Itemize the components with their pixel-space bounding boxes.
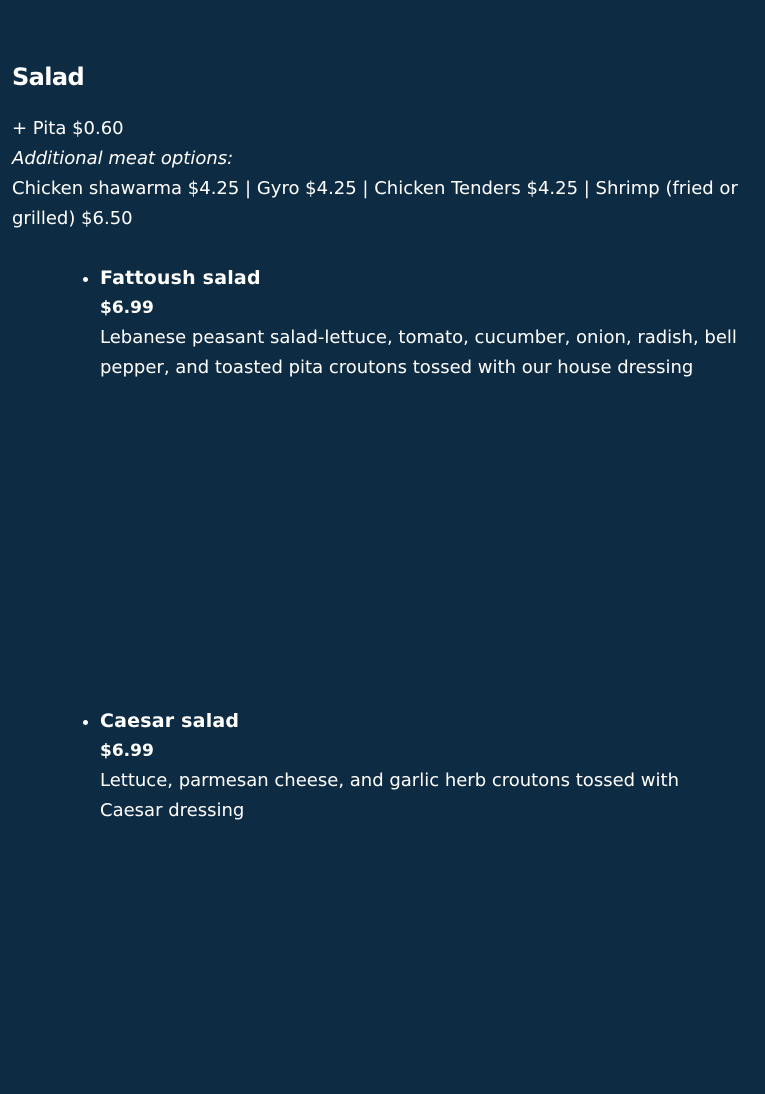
meat-options-list: Chicken shawarma $4.25 | Gyro $4.25 | Chicken Tenders $4.25 | Shrimp (fried or grilled) $6.50 — [12, 178, 738, 229]
section-title: Salad — [12, 63, 85, 91]
pita-addon: + Pita $0.60 — [12, 118, 124, 139]
item-description: Lettuce, parmesan cheese, and garlic herb croutons tossed with Caesar dressing — [100, 770, 679, 821]
item-name: • Fattoush salad — [100, 267, 261, 289]
salad-intro — [12, 114, 747, 234]
menu-item-fattoush — [100, 263, 745, 383]
item-description: Lebanese peasant salad-lettuce, tomato, cucumber, onion, radish, bell pepper, and toasted pita croutons tossed with our house dressing — [100, 327, 737, 378]
item-price: $6.99 — [100, 741, 154, 761]
salad-menu-list — [0, 263, 745, 826]
menu-item-caesar — [100, 706, 745, 826]
item-price: $6.99 — [100, 298, 154, 318]
item-name: • Caesar salad — [100, 710, 240, 732]
meat-options-heading: Additional meat options: — [12, 148, 234, 169]
